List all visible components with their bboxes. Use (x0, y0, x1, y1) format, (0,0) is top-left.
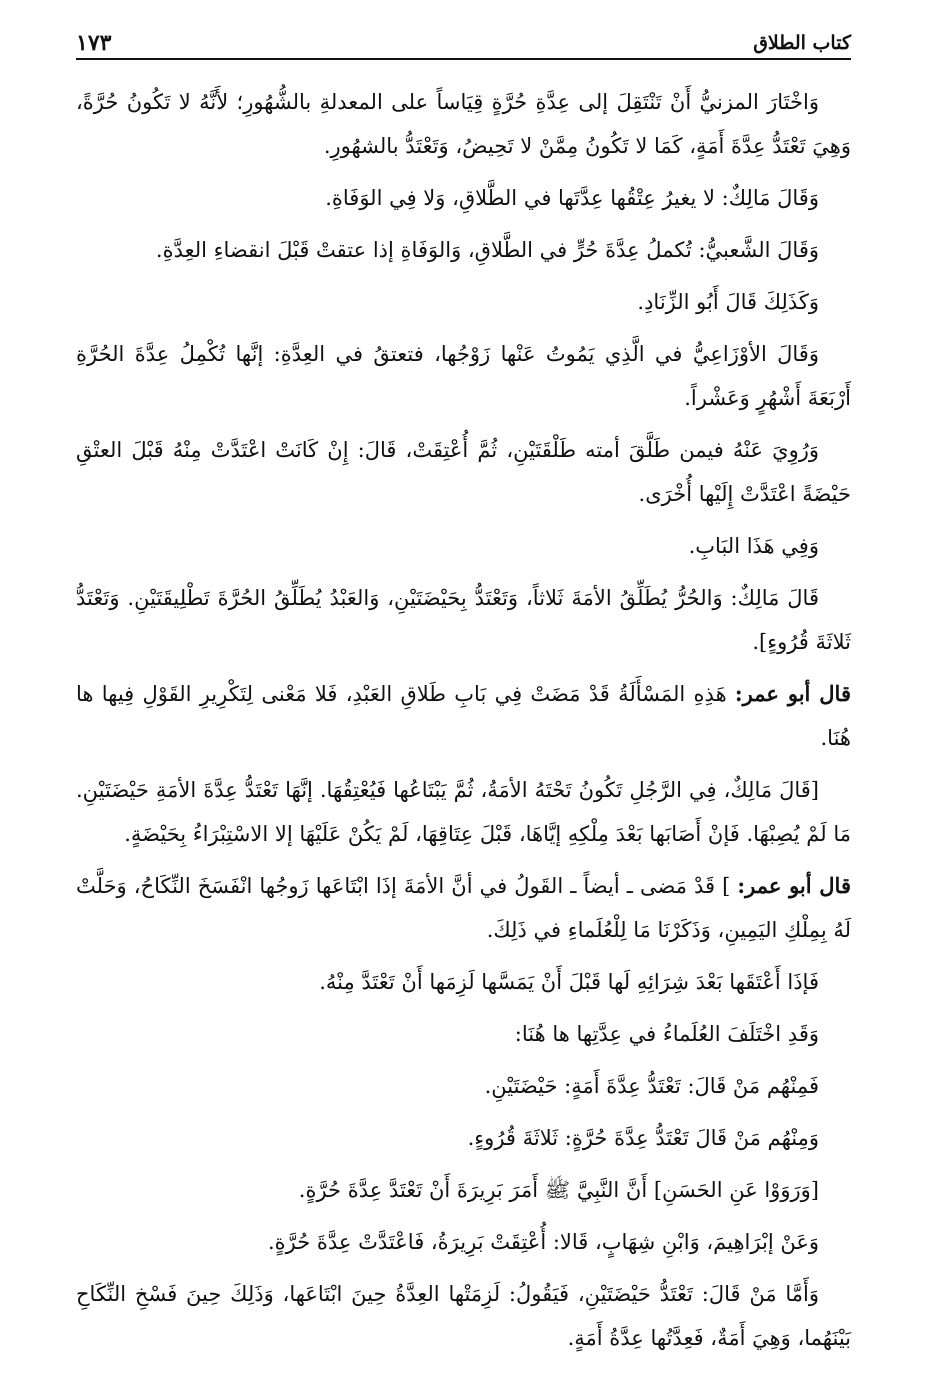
paragraph (76, 960, 851, 1004)
paragraph (76, 1012, 851, 1056)
paragraph-text: وَرُوِيَ عَنْهُ فيمن طَلَّقَ أمته طَلْقَتَيْنِ، ثُمَّ أُعْتِقَتْ، قَالَ: إِنْ كَانَتْ اعْتَدَّتْ مِنْهُ قَبْلَ العتْقِ حَيْضَةً اعْتَدَّتْ إِلَيْها أُخْرَى. (76, 438, 851, 506)
paragraph (76, 576, 851, 664)
book-page (76, 22, 851, 1368)
paragraph-text: وَاخْتَارَ المزنيُّ أَنْ تَنْتَقِلَ إلى عِدَّةِ حُرَّةٍ قِيَاساً على المعدلةِ بالشُّهُورِ؛ لأَنَّهُ لا تَكُونُ حُرَّةً، وَهِيَ تَعْتَدُّ عِدَّةَ أَمَةٍ، كَمَا لا تَكُونُ مِمَّنْ لا تَحِيضُ، وَتَعْتَدُّ بالشهُورِ. (76, 90, 851, 158)
paragraph-text: وَكَذَلِكَ قَالَ أَبُو الزِّنَادِ. (637, 290, 819, 314)
paragraph (76, 1272, 851, 1360)
paragraph (76, 176, 851, 220)
page-body (76, 80, 851, 1360)
paragraph (76, 768, 851, 856)
paragraph-text: قَالَ مَالِكٌ: وَالحُرُّ يُطَلِّقُ الأمَةَ ثَلاثاً، وَتَعْتَدُّ بِحَيْضَتَيْنِ، وَالعَبْدُ يُطَلِّقُ الحُرَّةَ تَطْلِيقَتَيْنِ. وَتَعْتَدُّ ثَلاثَةَ قُرُوءٍ]. (76, 586, 851, 654)
speaker-label: قال أبو عمر: (737, 873, 851, 898)
paragraph-text: [وَرَوَوْا عَنِ الحَسَنِ] أَنَّ النَّبِيَّ ﷺ أَمَرَ بَرِيرَةَ أَنْ تَعْتَدَّ عِدَّةَ حُرَّةٍ. (298, 1178, 819, 1202)
paragraph-text: هَذِهِ المَسْأَلَةُ قَدْ مَضَتْ فِي بَابِ طَلاقِ العَبْدِ، فَلا مَعْنى لِتَكْرِيرِ القَوْلِ فِيها ها هُنَا. (76, 682, 851, 750)
paragraph-text: فَمِنْهُم مَنْ قَالَ: تَعْتَدُّ عِدَّةَ أَمَةٍ: حَيْضَتَيْنِ. (484, 1074, 819, 1098)
paragraph (76, 1168, 851, 1212)
paragraph-text: ] قَدْ مَضى ـ أيضاً ـ القَولُ في أنَّ الأمَةَ إذَا ابْتَاعَها زَوجُها انْفَسَخَ النِّكَاحُ، وَحَلَّتْ لَهُ بِمِلْكِ اليَمِينِ، وَذَكَرْنَا مَا لِلْعُلَماءِ في ذَلِكَ. (76, 874, 851, 942)
paragraph-text: وَأَمَّا مَنْ قَالَ: تَعْتَدُّ حَيْضَتَيْنِ، فَيَقُولُ: لَزِمَتْها العِدَّةُ حِينَ ابْتَاعَها، وَذَلِكَ حِينَ فَسْخِ النِّكَاحِ بَيْنَهُما، وَهِيَ أَمَةٌ، فَعِدَّتُها عِدَّةُ أَمَةٍ. (76, 1282, 851, 1350)
paragraph-text: وَمِنْهُم مَنْ قَالَ تَعْتَدُّ عِدَّةَ حُرَّةٍ: ثَلاثَةَ قُرُوءٍ. (467, 1126, 819, 1150)
paragraph (76, 280, 851, 324)
paragraph-text: وَفِي هَذَا البَابِ. (688, 534, 819, 558)
paragraph (76, 864, 851, 952)
running-header (76, 22, 851, 60)
paragraph-text: وَقَالَ الأوْزَاعِيُّ في الَّذِي يَمُوتُ عَنْها زَوْجُها، فتعتقُ في العِدَّةِ: إنَّها تُكْمِلُ عِدَّةَ الحُرَّةِ أَرْبَعَةَ أَشْهُرٍ وَعَشْراً. (76, 342, 851, 410)
paragraph (76, 80, 851, 168)
paragraph (76, 228, 851, 272)
paragraph (76, 428, 851, 516)
page-number: ١٧٣ (76, 30, 112, 56)
paragraph-text: وَقَالَ مَالِكٌ: لا يغيرُ عِتْقُها عِدَّتَها في الطَّلاقِ، وَلا فِي الوَفَاةِ. (325, 186, 819, 210)
paragraph (76, 332, 851, 420)
paragraph (76, 524, 851, 568)
paragraph (76, 1064, 851, 1108)
paragraph-text: وَعَنْ إبْرَاهِيمَ، وَابْنِ شِهَابٍ، قَالا: أُعْتِقَتْ بَرِيرَةُ، فَاعْتَدَّتْ عِدَّةَ حُرَّةٍ. (267, 1230, 819, 1254)
paragraph-text: فَإذَا أَعْتَقَها بَعْدَ شِرَائِهِ لَها قَبْلَ أَنْ يَمَسَّها لَزِمَها أَنْ تَعْتَدَّ مِنْهُ. (319, 970, 819, 994)
paragraph-text: [قَالَ مَالِكٌ، فِي الرَّجُلِ تَكُونُ تَحْتَهُ الأمَةُ، ثُمَّ يَبْتَاعُها فَيُعْتِقُهَا. إنَّهَا تَعْتَدُّ عِدَّةَ الأمَةِ حَيْضَتَيْنِ. مَا لَمْ يُصِبْهَا. فَإنْ أَصَابَها بَعْدَ مِلْكِهِ إيَّاهَا، قَبْلَ عِتَاقِهَا، لَمْ يَكُنْ عَلَيْهَا إلا الاسْتِبْرَاءُ بِحَيْضَةٍ. (76, 778, 851, 846)
paragraph (76, 672, 851, 760)
paragraph-text: وَقَدِ اخْتَلَفَ العُلَماءُ في عِدَّتِها ها هُنَا: (514, 1022, 819, 1046)
book-title: كتاب الطلاق (753, 32, 851, 54)
speaker-label: قال أبو عمر: (734, 681, 851, 706)
paragraph (76, 1220, 851, 1264)
paragraph-text: وَقَالَ الشَّعبيُّ: تُكملُ عِدَّةَ حُرٍّ في الطَّلاقِ، وَالوَفَاةِ إذا عتقتْ قَبْلَ انقضاءِ العِدَّةِ. (155, 238, 819, 262)
paragraph (76, 1116, 851, 1160)
